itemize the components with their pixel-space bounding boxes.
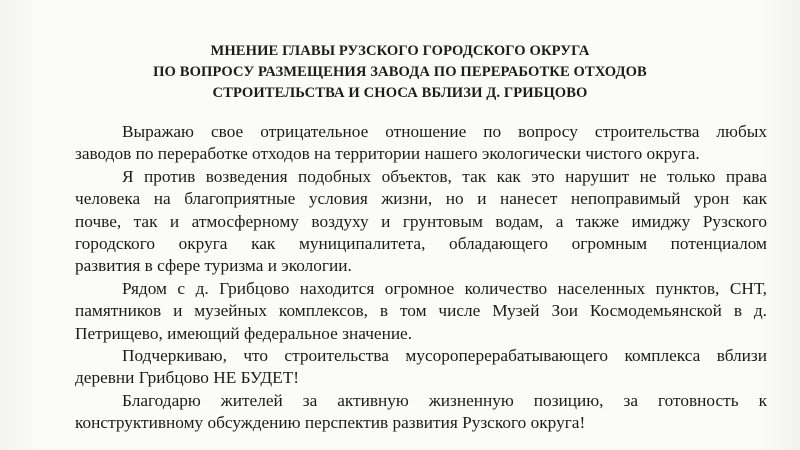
- text-line: Петрищево, имеющий федеральное значение.: [75, 323, 413, 343]
- text-line: Я против возведения подобных объектов, так как это нарушит не только права: [122, 166, 767, 186]
- text-line: человека на благоприятные условия жизни, но и нанесет непоправимый урон как: [75, 189, 767, 209]
- paragraph-opposition: [75, 121, 767, 166]
- text-line: Благодарю жителей за активную жизненную позицию, за готовность к: [122, 390, 767, 410]
- paragraph-gratitude: [75, 390, 767, 435]
- text-line: городского округа как муниципалитета, обладающего огромным потенциалом: [75, 234, 767, 254]
- title-line: МНЕНИЕ ГЛАВЫ РУЗСКОГО ГОРОДСКОГО ОКРУГА: [210, 43, 590, 59]
- text-line: заводов по переработке отходов на территории нашего экологически чистого округа.: [75, 144, 700, 164]
- text-line: памятников и музейных комплексов, в том числе Музей Зои Космодемьянской в д.: [75, 301, 767, 321]
- text-line: Подчеркиваю, что строительства мусороперерабатывающего комплекса вблизи: [122, 346, 767, 366]
- document-body: [75, 121, 767, 435]
- text-line: Выражаю свое отрицательное отношение по вопросу строительства любых: [122, 122, 767, 141]
- title-line: ПО ВОПРОСУ РАЗМЕЩЕНИЯ ЗАВОДА ПО ПЕРЕРАБОТКЕ ОТХОДОВ: [153, 64, 647, 80]
- text-line: развития в сфере туризма и экологии.: [75, 256, 352, 276]
- text-line: Рядом с д. Грибцово находится огромное количество населенных пунктов, СНТ,: [122, 278, 767, 298]
- paragraph-statement: [75, 345, 767, 390]
- text-line: конструктивному обсуждению перспектив развития Рузского округа!: [75, 413, 586, 433]
- title-line: СТРОИТЕЛЬСТВА И СНОСА ВБЛИЗИ Д. ГРИБЦОВО: [212, 85, 588, 101]
- document-title: [0, 41, 800, 104]
- text-line: деревни Грибцово НЕ БУДЕТ!: [75, 368, 300, 388]
- paragraph-nearby: [75, 278, 767, 345]
- text-line: почве, так и атмосферному воздуху и грунтовым водам, а также имиджу Рузского: [75, 211, 767, 231]
- paragraph-reasons: [75, 166, 767, 278]
